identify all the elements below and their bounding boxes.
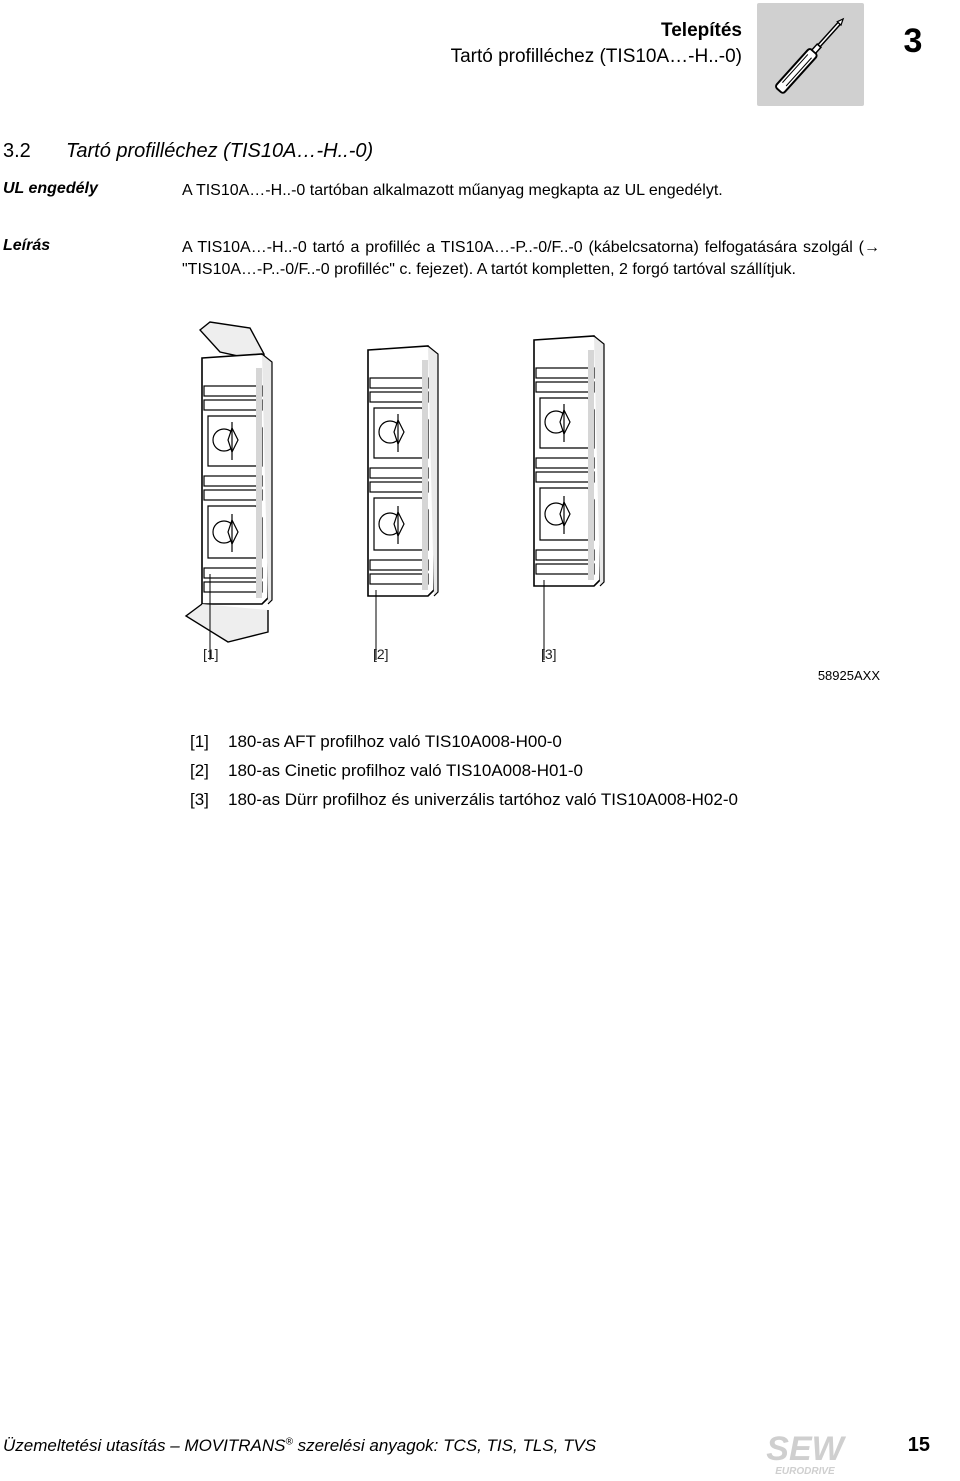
callout-2: [2]: [373, 646, 389, 662]
screwdriver-icon: [757, 3, 864, 106]
footer-text: [3, 1436, 596, 1456]
side-label-description: Leírás: [3, 237, 51, 254]
page-number: 15: [907, 1434, 930, 1456]
footer-product: MOVITRANS: [184, 1436, 286, 1455]
section-number: 3.2: [3, 140, 31, 162]
legend-text: 180-as Dürr profilhoz és univerzális tartóhoz való TIS10A008-H02-0: [228, 790, 738, 809]
header-subtitle: Tartó profilléchez (TIS10A…-H..-0): [450, 46, 742, 67]
holder-2: [368, 346, 438, 660]
legend-key: [2]: [190, 761, 209, 780]
legend-item: [190, 761, 583, 781]
section-heading: [3, 140, 373, 163]
holders-illustration: [180, 320, 640, 660]
sew-logo: [752, 1430, 858, 1476]
logo-main: SEW: [766, 1430, 844, 1468]
footer-prefix: Üzemeltetési utasítás –: [3, 1436, 185, 1455]
callout-3: [3]: [541, 646, 557, 662]
holders-figure: [180, 320, 640, 665]
holder-1: [186, 322, 272, 660]
footer-suffix: szerelési anyagok: TCS, TIS, TLS, TVS: [292, 1436, 597, 1455]
section-title: Tartó profilléchez (TIS10A…-H..-0): [66, 140, 374, 162]
footer-reg: ®: [285, 1436, 293, 1448]
figure-code: 58925AXX: [817, 668, 880, 683]
side-label-ul: UL engedély: [3, 180, 98, 197]
legend-item: [190, 732, 562, 752]
legend-text: 180-as Cinetic profilhoz való TIS10A008-H01-0: [228, 761, 583, 780]
chapter-number: 3: [903, 22, 923, 60]
paragraph-description: A TIS10A…-H..-0 tartó a profilléc a TIS10A…-P..-0/F..-0 (kábelcsatorna) felfogatására szolgál (→ "TIS10A…-P..-0/F..-0 profilléc" c. fejezet). A tartót kompletten, 2 forgó tartóval szállítjuk.: [182, 239, 880, 278]
callout-1: [1]: [203, 646, 219, 662]
legend-item: [190, 790, 738, 810]
paragraph-ul: A TIS10A…-H..-0 tartóban alkalmazott műanyag megkapta az UL engedélyt.: [182, 182, 723, 199]
header-title: Telepítés: [661, 20, 742, 41]
legend-key: [1]: [190, 732, 209, 751]
legend-key: [3]: [190, 790, 209, 809]
legend-text: 180-as AFT profilhoz való TIS10A008-H00-0: [228, 732, 562, 751]
holder-3: [534, 336, 604, 660]
logo-sub: EURODRIVE: [775, 1466, 835, 1476]
